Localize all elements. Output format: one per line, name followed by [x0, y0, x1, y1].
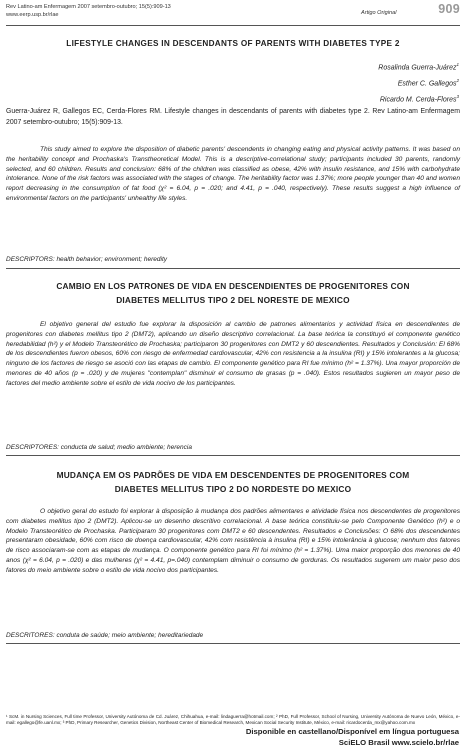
journal-line: Rev Latino-am Enfermagem 2007 setembro-outubro; 15(5):909-13: [6, 4, 171, 10]
author-1: Rosalinda Guerra-Juárez$^1$: [378, 59, 459, 75]
article-type: Artigo Original: [361, 10, 396, 16]
page-number: 909: [438, 2, 460, 16]
spanish-descriptors: DESCRIPTORES: conducta de salud; medio ambiente; herencia: [6, 444, 460, 451]
article-title: LIFESTYLE CHANGES IN DESCENDANTS OF PARENTS WITH DIABETES TYPE 2: [6, 39, 460, 48]
english-abstract: This study aimed to explore the disposition of diabetic parents' descendents in changing eating and physical activity patterns. It was based on the heritability concept and Prochaska's Transtheoretical Model. This is a descriptive-correlational study; participants included 30 parents, randomly selected, and 60 children. Results and conclusion: 68% of the children was classified as obese, 42% with insulin resistance, and 15% with carbohydrate intolerance. None of the risk factors was associated with the stages of change. The heritability factor was 1.37%; more people younger than 40 and women report decreasing in the consumption of fat food (χ² = 6.04, p = .020; and 4.41, p = .040, respectively). These results suggest a high influence of environmental factors on the participants' unhealthy life styles.: [6, 145, 460, 204]
spanish-abstract: El objetivo general del estudio fue explorar la disposición al cambio de patrones alimentarios y actividad física en descendientes de progenitores con diabetes mellitus tipo 2 (DMT2), aplicando un diseño descriptivo correlacional. La base teórica la constituyó el componente genético heredabilidad (h²) y el Modelo Transteorético de Prochaska; participaron 30 progenitores con DMT2 y 60 descendientes. Resultados y Conclusión: El 68% de los descendientes fueron obesos, 60% con riesgo de enfermedad cardiovascular, 42% con resistencia a la insulina (RI) y 15% intolerantes a la glucosa; ninguno de los factores de riesgo se asoció con las etapas de cambio. El componente genético para RI fue mínimo (h² = 1.37%). Una mayor proporción de menores de 40 años (p = .020) y de mujeres "contemplan" disminuir el consumo de grasas (p = .040). Estos resultados sugieren un mayor peso de factores del medio ambiente sobre el estilo de vida nocivo de los participantes.: [6, 320, 460, 389]
running-header: [6, 2, 460, 26]
header-rule: [6, 25, 460, 26]
author-footnote: ¹ ScM. in Nursing Sciences, Full time Professor, University Autónoma de Cd. Juárez, Chihuahua, e-mail: lindaguerra@hotmail.com; ² PhD, Full Professor, School of Nursing, University Autónoma de Nuevo León, México, e-mail: egallego@fe.uanl.mx; ³ PhD, Primary Researcher, Genetics Division, Northeast Center of Biomedical Research, Mexican Social Security Institute, México, e-mail: ricardocerda_mx@yahoo.com.mx: [6, 714, 460, 727]
divider: [6, 268, 460, 269]
availability-footer: [246, 727, 459, 748]
author-3: Ricardo M. Cerda-Flores$^3$: [378, 91, 459, 107]
portuguese-abstract: O objetivo geral do estudo foi explorar à disposição à mudança dos padrões alimentares e atividade física nos descendentes de progenitores com diabetes mellitus tipo 2 (DMT2). Aplicou-se un desenho descritivo correlacional. A base teórica constituiu-se pelo Componente Genético (h²) e o Modelo Transteorético de Prochaska. Participaram 30 progenitores com DMT2 e 60 descendentes. Resultados e Conclusões: O 68% dos descendentes presentaram obesidade, 60% com risco de doença cardiovascular, 42% com resistência à insulina (RI) e 15% intolerância à glucose; nenhum dos fatores de risco associaram-se com as etapas de mudança. O componente genético para RI foi mínimo (h² = 1.37%). Uma maior proporção dos menores de 40 anos (χ² = 6.04, p = .020) e das mulheres (χ² = 4.41, p=.040) contemplam diminuir o consumo de gorduras. Os resultados sugerem um maior peso dos fatores do meio ambiente sobre o estilo de vida nocivo dos participantes.: [6, 507, 460, 576]
journal-url: www.eerp.usp.br/rlae: [6, 12, 59, 18]
language-availability: Disponible en castellano/Disponível em língua portuguesa: [246, 727, 459, 738]
divider: [6, 643, 460, 644]
english-descriptors: DESCRIPTORS: health behavior; environment; heredity: [6, 256, 460, 263]
scielo-link: SciELO Brasil www.scielo.br/rlae: [246, 738, 459, 748]
portuguese-title: MUDANÇA EM OS PADRÕES DE VIDA EM DESCENDENTES DE PROGENITORES COM DIABETES MELLITUS TIPO 2 DO NORDESTE DO MEXICO: [6, 469, 460, 496]
author-2: Esther C. Gallegos$^2$: [378, 75, 459, 91]
spanish-title: CAMBIO EN LOS PATRONES DE VIDA EN DESCENDIENTES DE PROGENITORES CON DIABETES MELLITUS TIPO 2 DEL NORESTE DE MEXICO: [6, 280, 460, 307]
portuguese-descriptors: DESCRITORES: conduta de saúde; meio ambiente; hereditariedade: [6, 632, 460, 639]
author-list: [378, 59, 459, 106]
divider: [6, 455, 460, 456]
citation: Guerra-Juárez R, Gallegos EC, Cerda-Flores RM. Lifestyle changes in descendants of parents with diabetes type 2. Rev Latino-am Enfermagem 2007 setembro-outubro; 15(5):909-13.: [6, 107, 460, 128]
